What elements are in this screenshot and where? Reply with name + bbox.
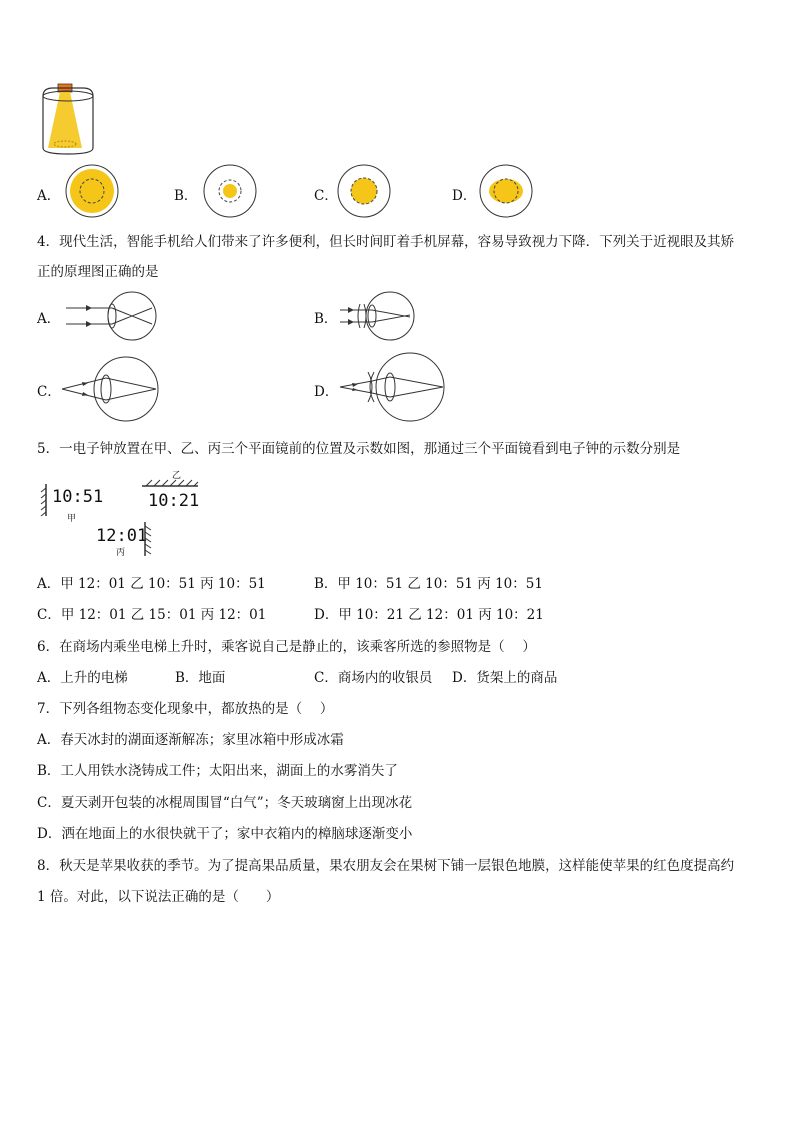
q4-option-d-eye-diagram <box>338 352 448 422</box>
q6-option-c: C．商场内的收银员 <box>314 670 433 686</box>
label-jia: 甲 <box>67 514 77 524</box>
mirror-yi-icon <box>140 478 200 488</box>
clock-yi: 10:21 <box>148 491 200 511</box>
q5-option-c: C．甲 12：01 乙 15：01 丙 12：01 <box>37 607 267 623</box>
q4-option-d-label: D． <box>314 384 339 400</box>
q6-option-b: B．地面 <box>175 670 226 686</box>
q4-stem-line1: 4．现代生活，智能手机给人们带来了许多便利，但长时间盯着手机屏幕，容易导致视力下降．下列关于近视眼及其矫 <box>37 234 735 250</box>
q6-stem: 6．在商场内乘坐电梯上升时，乘客说自己是静止的，该乘客所选的参照物是（ ） <box>37 639 536 655</box>
q7-option-a: A．春天冰封的湖面逐渐解冻；家里冰箱中形成冰霜 <box>37 732 344 748</box>
q5-option-d: D．甲 10：21 乙 12：01 丙 10：21 <box>314 607 544 623</box>
q3-option-c-label: C． <box>314 188 338 204</box>
q6-option-d: D．货架上的商品 <box>452 670 558 686</box>
q3-option-a-label: A． <box>37 188 61 204</box>
clock-bing: 12:01 <box>96 526 148 546</box>
mirror-jia-icon <box>38 482 50 518</box>
q3-option-a-spot-icon <box>64 164 120 218</box>
q5-stem: 5．一电子钟放置在甲、乙、丙三个平面镜前的位置及示数如图，那通过三个平面镜看到电子钟的示数分别是 <box>37 441 681 457</box>
q4-option-c-label: C． <box>37 384 61 400</box>
label-yi: 乙 <box>172 471 182 481</box>
q7-option-c: C．夏天剥开包装的冰棍周围冒“白气”；冬天玻璃窗上出现冰花 <box>37 795 413 811</box>
q8-stem-line1: 8．秋天是苹果收获的季节。为了提高果品质量，果农朋友会在果树下铺一层银色地膜，这样能使苹果的红色度提高约 <box>37 858 735 874</box>
q5-option-b: B．甲 10：51 乙 10：51 丙 10：51 <box>314 576 543 592</box>
q4-stem-line2: 正的原理图正确的是 <box>37 264 159 280</box>
q4-option-c-eye-diagram <box>60 356 160 422</box>
q7-option-b: B．工人用铁水浇铸成工件；太阳出来，湖面上的水雾消失了 <box>37 763 398 779</box>
q7-option-d: D．洒在地面上的水很快就干了；家中衣箱内的樟脑球逐渐变小 <box>37 826 413 842</box>
label-bing: 丙 <box>116 548 126 558</box>
beaker-figure <box>38 78 98 158</box>
q3-option-c-spot-icon <box>336 164 392 218</box>
q4-option-a-label: A． <box>37 311 61 327</box>
q6-option-a: A．上升的电梯 <box>37 670 128 686</box>
q5-option-a: A．甲 12：01 乙 10：51 丙 10：51 <box>37 576 266 592</box>
q3-option-d-spot-icon <box>478 164 534 218</box>
q3-option-b-label: B． <box>174 188 198 204</box>
q4-option-b-eye-diagram <box>334 290 424 342</box>
q7-stem: 7．下列各组物态变化现象中，都放热的是（ ） <box>37 701 334 717</box>
mirror-bing-icon <box>142 520 154 558</box>
clock-jia: 10:51 <box>52 487 104 507</box>
q4-option-a-eye-diagram <box>62 290 162 342</box>
q8-stem-line2: 1 倍。对此，以下说法正确的是（ ） <box>37 889 280 905</box>
q3-option-b-spot-icon <box>202 164 258 218</box>
q3-option-d-label: D． <box>452 188 477 204</box>
q4-option-b-label: B． <box>314 311 338 327</box>
